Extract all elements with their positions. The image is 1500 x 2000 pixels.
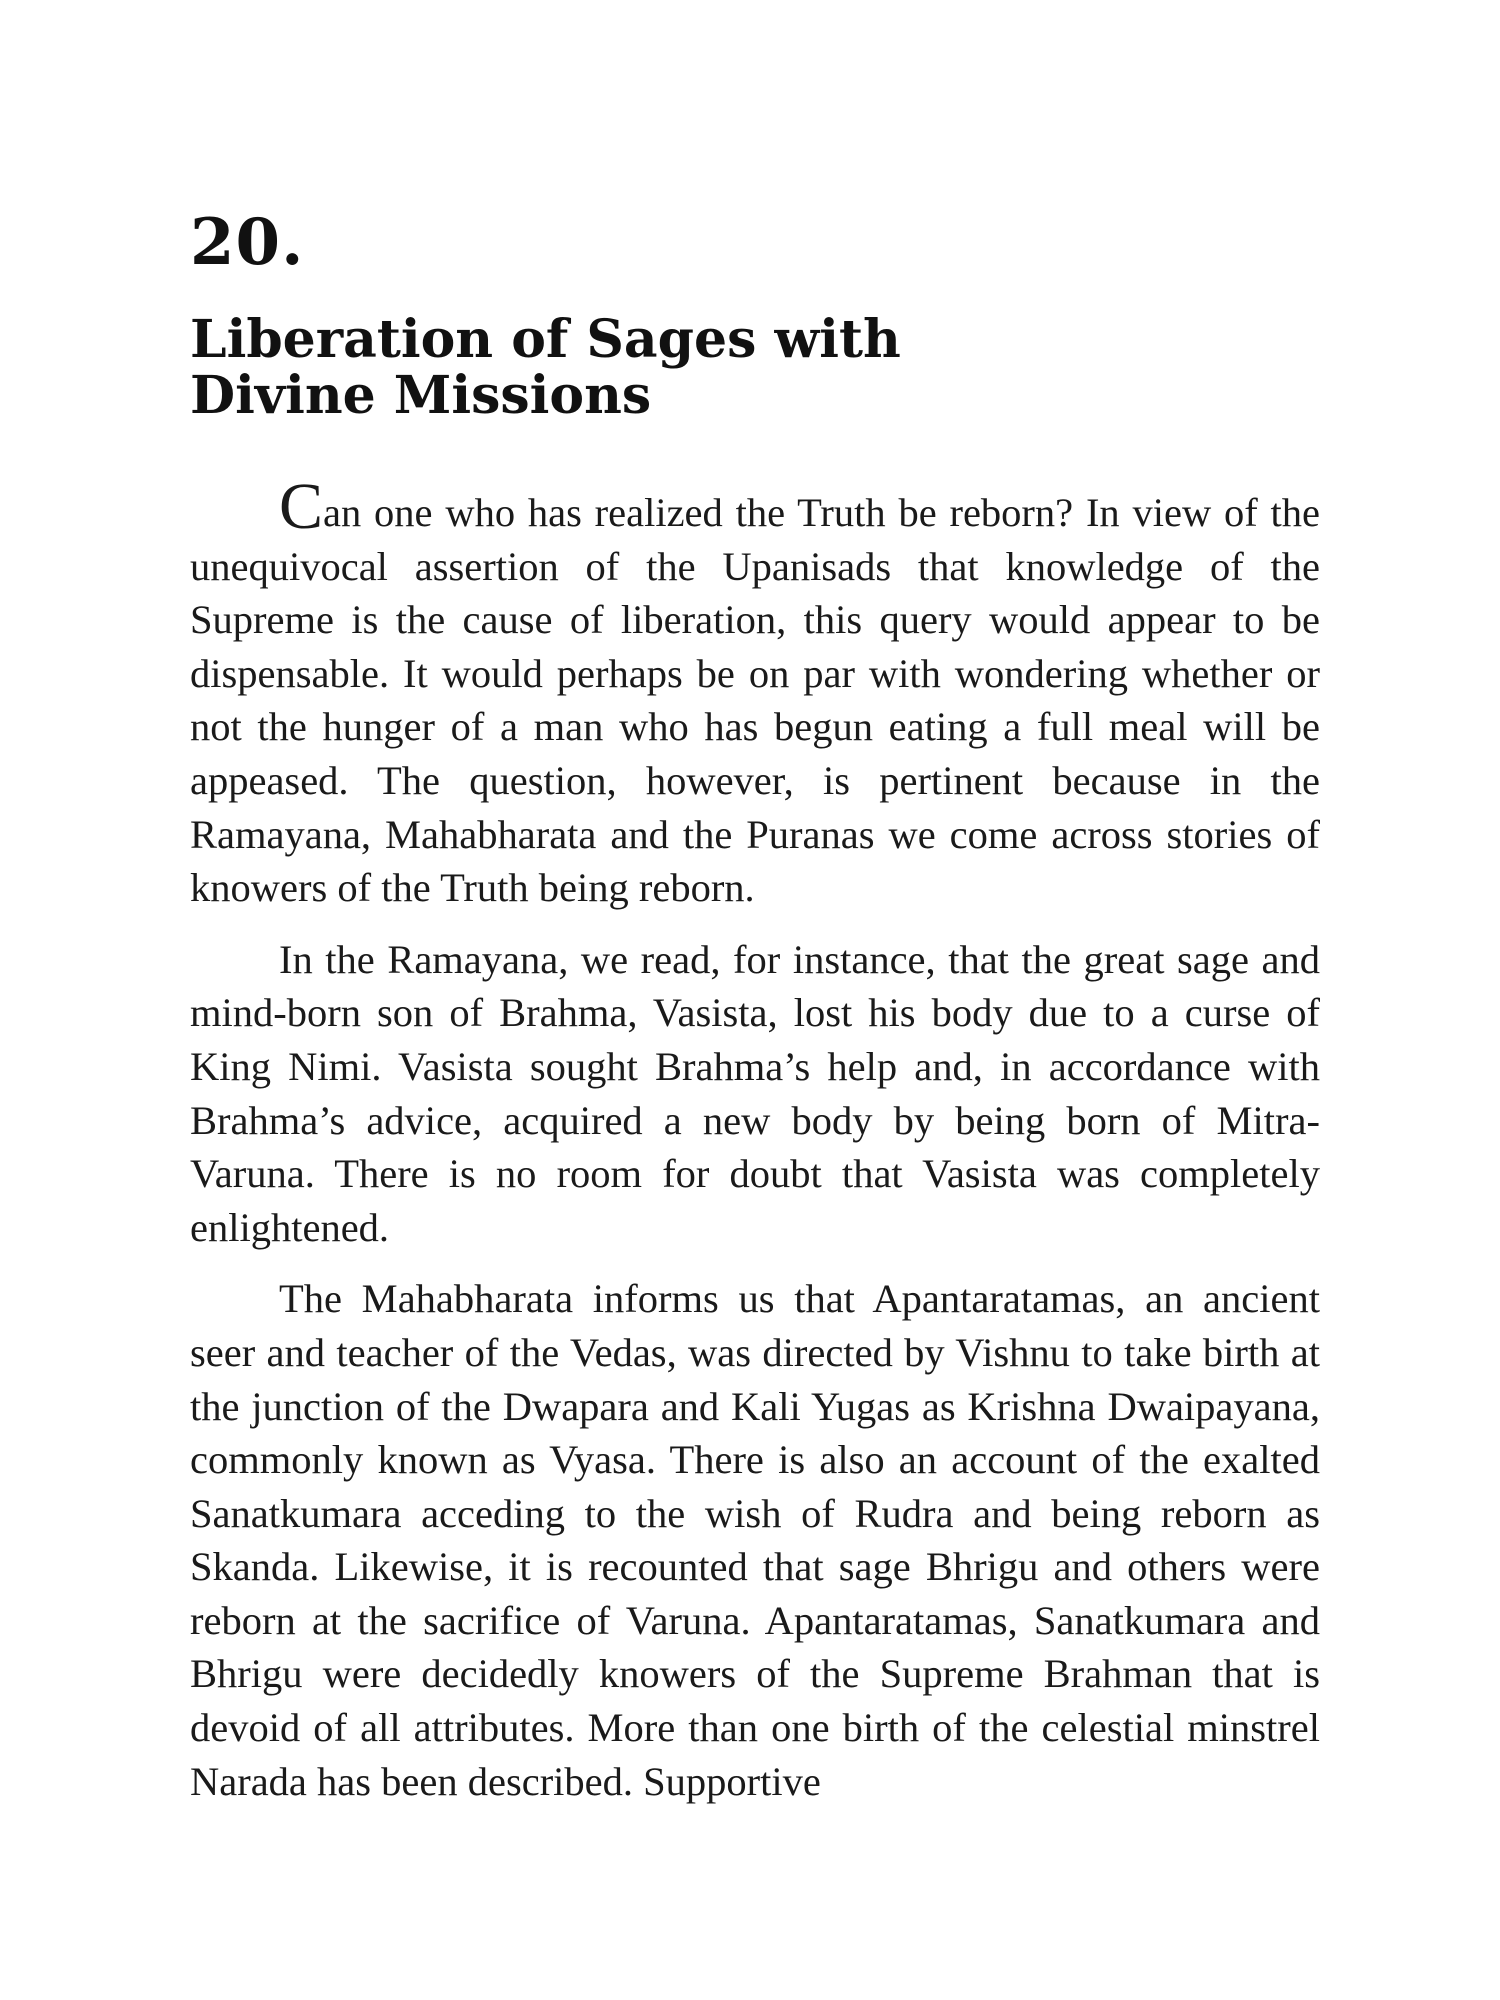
chapter-title: [190, 309, 1090, 426]
paragraph-3: The Mahabharata informs us that Apantaratamas, an ancient seer and teacher of the Vedas, was directed by Vishnu to take birth at the junction of the Dwapara and Kali Yugas as Krishna Dwaipayana, commonly known as Vyasa. There is also an account of the exalted Sanatkumara acceding to the wish of Rudra and being reborn as Skanda. Likewise, it is recounted that sage Bhrigu and others were reborn at the sacrifice of Varuna. Apantaratamas, Sanatkumara and Bhrigu were decidedly knowers of the Supreme Brahman that is devoid of all attributes. More than one birth of the celestial minstrel Narada has been described. Supportive: [190, 1276, 1320, 1804]
chapter-title-line-1: Liberation of Sages with: [190, 309, 901, 370]
paragraph-2: In the Ramayana, we read, for instance, that the great sage and mind-born son of Brahma, Vasista, lost his body due to a curse of King Nimi. Vasista sought Brahma’s help and, in accordance with Brahma’s advice, acquired a new body by being born of Mitra-Varuna. There is no room for doubt that Vasista was completely enlightened.: [190, 936, 1320, 1250]
drop-cap: C: [279, 470, 324, 543]
paragraph-1-text: an one who has realized the Truth be reborn? In view of the unequivocal assertion of the Upanisads that knowledge of the Supreme is the cause of liberation, this query would appear to be dispensable. It would perhaps be on par with wondering whether or not the hunger of a man who has begun eating a full meal will be appeased. The question, however, is pertinent because in the Ramayana, Mahabharata and the Puranas we come across stories of knowers of the Truth being reborn.: [190, 490, 1320, 911]
paragraph-1: [190, 470, 1320, 915]
chapter-title-line-2: Divine Missions: [190, 364, 652, 426]
body-text: [190, 470, 1320, 1808]
chapter-number: 20.: [190, 205, 305, 280]
